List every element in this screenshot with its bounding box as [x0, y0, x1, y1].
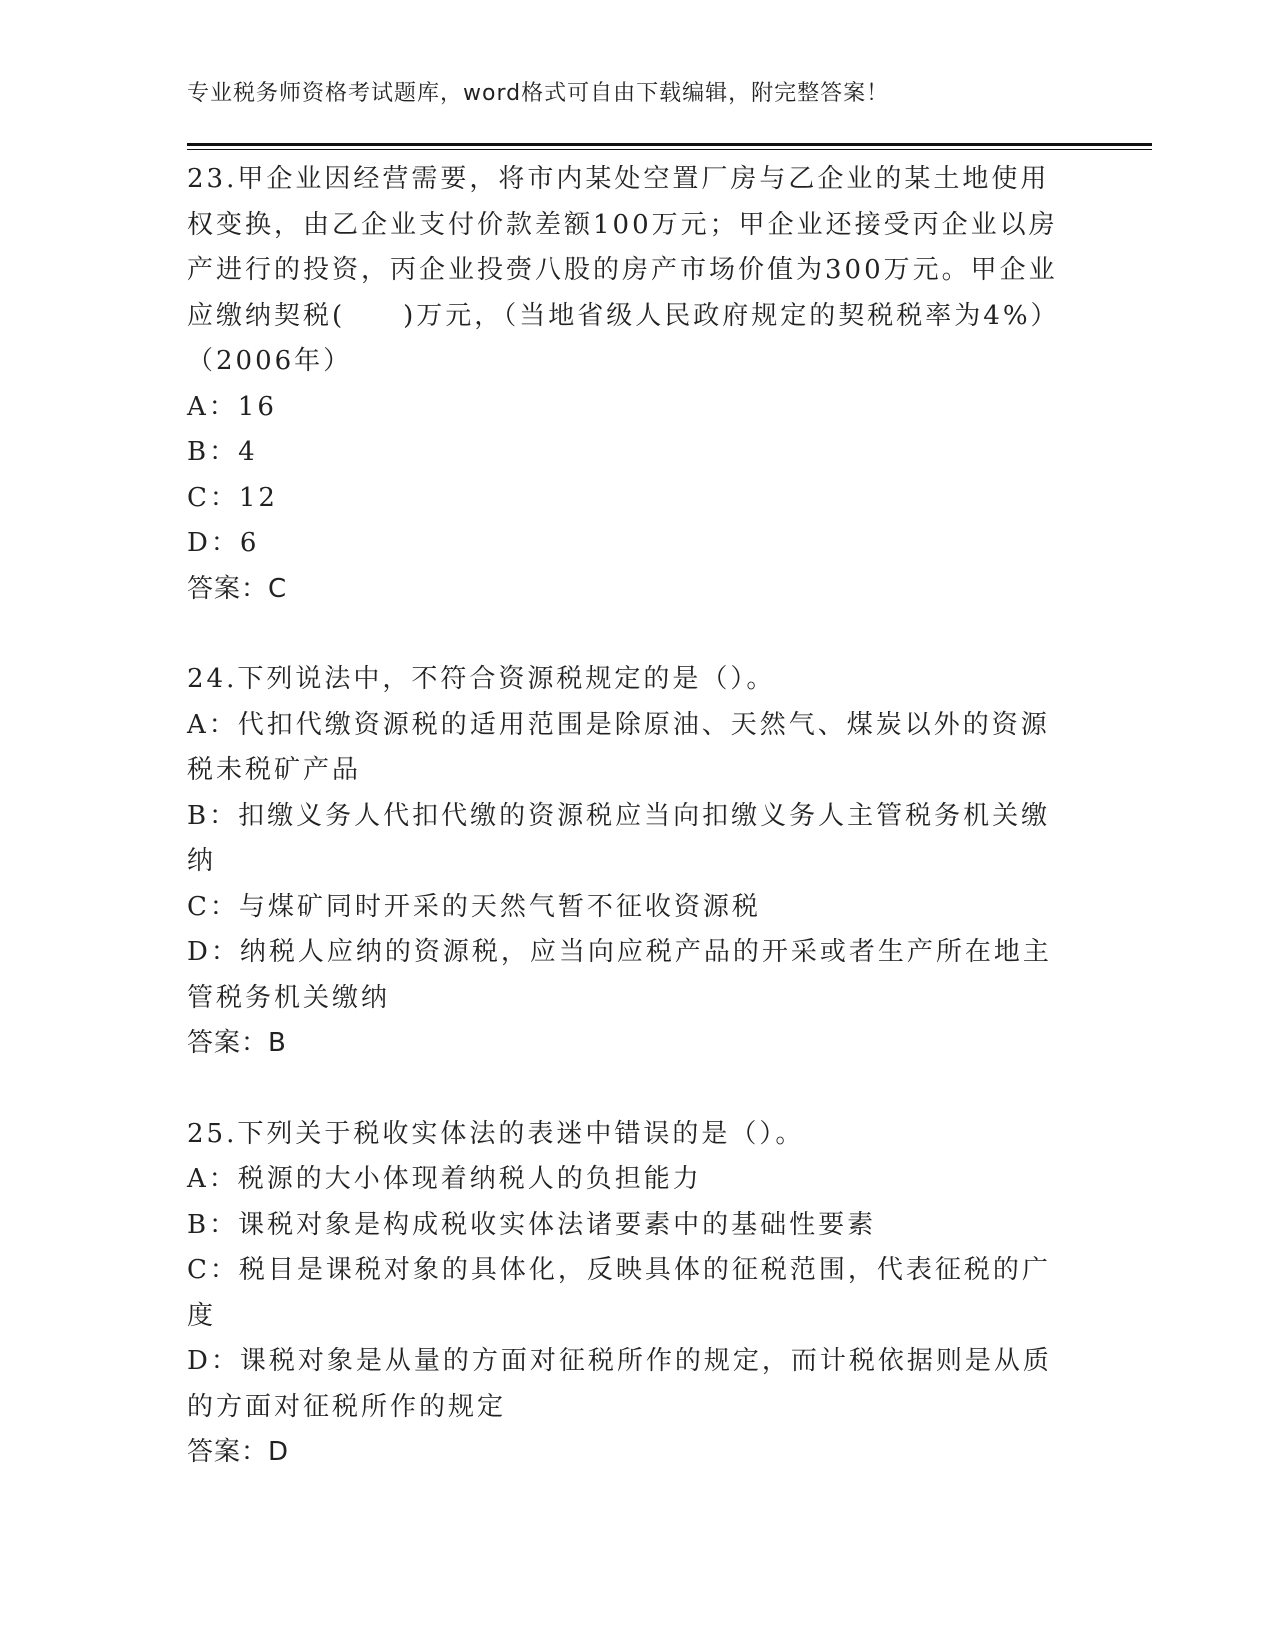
option-a: A：代扣代缴资源税的适用范围是除原油、天然气、煤炭以外的资源税未税矿产品: [187, 709, 1050, 785]
option-d: D：6: [187, 528, 260, 558]
question-25: [187, 1112, 1067, 1476]
header-rule-thin: [187, 149, 1152, 150]
question-list: [187, 157, 1067, 1521]
option-c: C：12: [187, 482, 278, 513]
option-b: B：扣缴义务人代扣代缴的资源税应当向扣缴义务人主管税务机关缴纳: [187, 800, 1051, 876]
question-24: [187, 657, 1067, 1067]
option-b: B：4: [187, 437, 258, 467]
answer: 答案：C: [187, 573, 288, 604]
option-c: C：税目是课税对象的具体化，反映具体的征税范围，代表征税的广度: [187, 1255, 1051, 1331]
question-text: 24.下列说法中，不符合资源税规定的是（）。: [187, 664, 776, 694]
option-c: C：与煤矿同时开采的天然气暂不征收资源税: [187, 891, 761, 922]
answer: 答案：B: [187, 1028, 287, 1058]
question-text: 25.下列关于税收实体法的表迷中错误的是（）。: [187, 1118, 805, 1149]
option-a: A：16: [187, 391, 277, 422]
answer: 答案：D: [187, 1437, 290, 1467]
header-rule-thick: [187, 143, 1152, 146]
option-a: A：税源的大小体现着纳税人的负担能力: [187, 1164, 702, 1194]
option-b: B：课税对象是构成税收实体法诸要素中的基础性要素: [187, 1209, 877, 1240]
question-text: 23.甲企业因经营需要，将市内某处空置厂房与乙企业的某土地使用权变换，由乙企业支付价款差额100万元；甲企业还接受丙企业以房产进行的投资，丙企业投赍八股的房产市场价值为300万元。甲企业应缴纳契税( )万元，（当地省级人民政府规定的契税税率为4%）（2006年）: [187, 164, 1060, 376]
page-header: 专业税务师资格考试题库，word格式可自由下载编辑，附完整答案！: [187, 81, 890, 106]
option-d: D：课税对象是从量的方面对征税所作的规定，而计税依据则是从质的方面对征税所作的规定: [187, 1346, 1052, 1422]
option-d: D：纳税人应纳的资源税，应当向应税产品的开采或者生产所在地主管税务机关缴纳: [187, 937, 1052, 1013]
question-23: [187, 157, 1067, 612]
